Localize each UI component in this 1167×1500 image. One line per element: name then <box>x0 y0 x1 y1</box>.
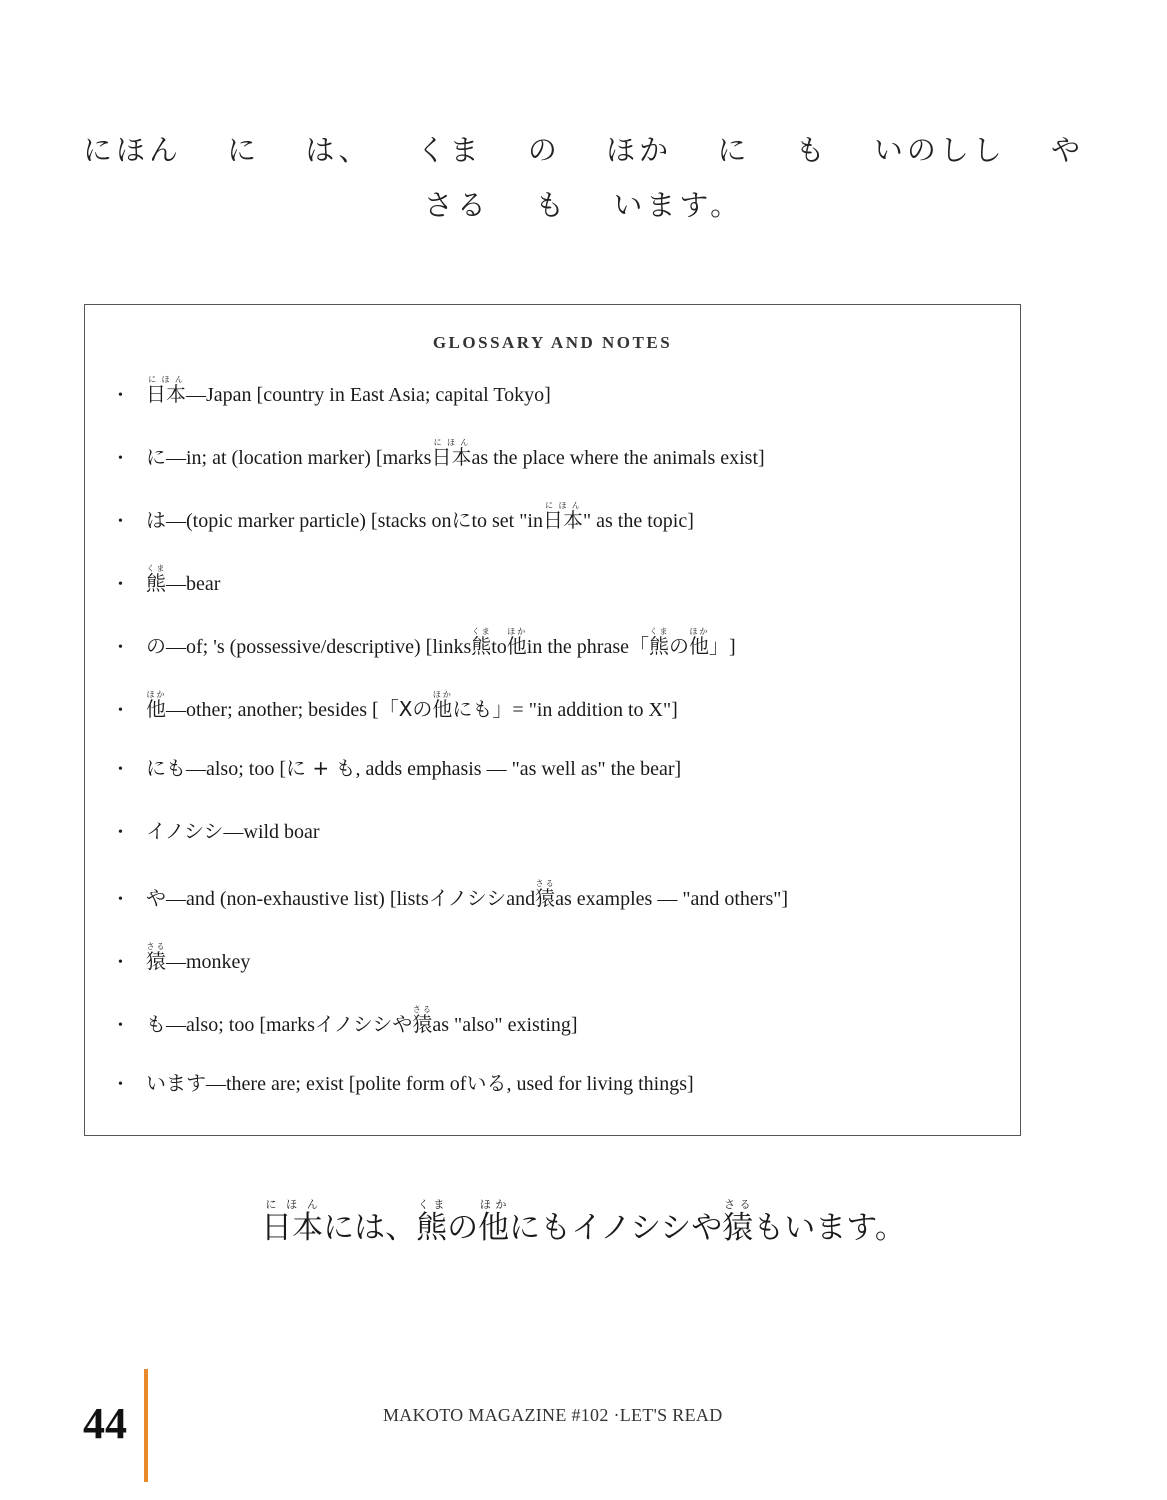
term-definition: —wild boar <box>223 821 320 843</box>
magazine-title: MAKOTO MAGAZINE #102 ·LET'S READ <box>383 1405 723 1425</box>
final-kana: には、 <box>323 1210 417 1246</box>
term-definition: —(topic marker particle) [stacks on <box>166 510 452 532</box>
inline-kana: イノシシ <box>428 886 507 910</box>
kana-word: も <box>535 188 569 222</box>
term-definition: —other; another; besides [ <box>166 699 379 721</box>
bullet: • <box>118 388 123 403</box>
term-definition: —of; 's (possessive/descriptive) [links <box>166 636 472 658</box>
inline-kana: の <box>668 634 689 658</box>
bullet: • <box>118 703 123 718</box>
final-kanji: 他ほか <box>478 1198 510 1246</box>
term-kanji: 熊くま <box>146 564 166 595</box>
inline-kanji: 猿さる <box>412 1005 433 1036</box>
glossary-item-kuma <box>118 564 220 594</box>
inline-kanji: 熊くま <box>648 627 669 658</box>
term-definition: —also; too [ <box>186 758 286 780</box>
glossary-item-nimo <box>118 753 681 783</box>
term-note: to <box>491 636 507 658</box>
kana-word: に <box>717 133 751 167</box>
term-definition: —there are; exist [polite form of <box>206 1073 467 1095</box>
term: イノシシ <box>146 819 224 843</box>
final-sentence <box>0 1198 1167 1247</box>
glossary-item-mo <box>118 1005 578 1035</box>
inline-kana: にも」 <box>452 697 513 721</box>
page-number: 44 <box>83 1399 127 1448</box>
term-note: " as the topic] <box>582 510 694 532</box>
kana-word: にほん <box>82 133 182 167</box>
final-kana: の <box>447 1210 479 1246</box>
final-kanji: 熊くま <box>416 1198 448 1246</box>
term-note: in the phrase <box>526 636 629 658</box>
inline-kanji: 猿さる <box>535 879 556 910</box>
bullet: • <box>118 451 123 466</box>
term-note: = "in addition to X"] <box>512 699 678 721</box>
final-kanji: 猿さる <box>722 1198 754 1246</box>
glossary-box <box>84 304 1021 1136</box>
kana-word: さる <box>423 188 490 222</box>
term: も <box>146 1012 166 1036</box>
term-note: to set "in <box>471 510 543 532</box>
bullet: • <box>118 762 123 777</box>
term-definition: —and (non-exhaustive list) [lists <box>166 888 429 910</box>
inline-kana: いる <box>466 1071 507 1095</box>
term: に <box>146 445 166 469</box>
kana-reading-line-1 <box>0 128 1167 169</box>
inline-kana: の <box>412 697 433 721</box>
kana-word: ほか <box>606 133 673 167</box>
inline-kanji: 熊くま <box>471 627 492 658</box>
inline-kanji: 日本にほん <box>431 438 472 469</box>
glossary-item-inoshishi <box>118 816 320 846</box>
kana-word: くま <box>416 133 483 167</box>
term: や <box>146 886 166 910</box>
bullet: • <box>118 825 123 840</box>
bullet: • <box>118 577 123 592</box>
term-note: as "also" existing] <box>432 1014 578 1036</box>
term-note: , adds emphasis — "as well as" the bear] <box>355 758 682 780</box>
kana-word: に <box>227 133 261 167</box>
final-kanji: 日本にほん <box>261 1198 324 1246</box>
bullet: • <box>118 514 123 529</box>
bullet: • <box>118 1077 123 1092</box>
bullet: • <box>118 1018 123 1033</box>
inline-kanji: 他ほか <box>432 690 453 721</box>
inline-kana: に + も <box>286 756 356 780</box>
term-note: and <box>506 888 536 910</box>
term-definition: —also; too [marks <box>166 1014 315 1036</box>
kana-word: いのしし <box>873 133 1006 167</box>
glossary-item-ni <box>118 438 765 468</box>
term-note: as the place where the animals exist] <box>471 447 765 469</box>
term-kanji: 日本にほん <box>146 375 186 406</box>
term: にも <box>146 756 186 780</box>
kana-word: や <box>1051 133 1085 167</box>
kana-word: います。 <box>613 188 744 222</box>
inline-kana: 「X <box>378 697 413 721</box>
inline-kana: に <box>451 508 472 532</box>
term-definition: —Japan [country in East Asia; capital Tokyo] <box>186 384 551 406</box>
term-note: , used for living things] <box>506 1073 694 1095</box>
inline-kana: 「 <box>628 634 649 658</box>
inline-kanji: 日本にほん <box>542 501 583 532</box>
glossary-title: GLOSSARY AND NOTES <box>432 333 673 352</box>
glossary-item-imasu <box>118 1068 694 1098</box>
bullet: • <box>118 892 123 907</box>
final-kana: にもイノシシや <box>509 1210 723 1246</box>
term: は <box>146 508 166 532</box>
inline-kana: イノシシや <box>314 1012 413 1036</box>
glossary-item-nihon <box>118 375 551 405</box>
term: います <box>146 1071 206 1095</box>
inline-kana: 」 <box>708 634 729 658</box>
inline-kanji: 他ほか <box>506 627 527 658</box>
kana-word: は、 <box>305 133 372 167</box>
glossary-item-saru <box>118 942 250 972</box>
term-definition: —bear <box>166 573 221 595</box>
glossary-item-no <box>118 627 736 657</box>
term-definition: —monkey <box>166 951 251 973</box>
kana-word: も <box>795 133 829 167</box>
term-kanji: 猿さる <box>146 942 166 973</box>
bullet: • <box>118 955 123 970</box>
kana-word: の <box>527 133 561 167</box>
term-note: as examples — "and others"] <box>555 888 789 910</box>
inline-kanji: 他ほか <box>688 627 709 658</box>
kana-reading-line-2 <box>0 183 1167 224</box>
glossary-item-ya <box>118 879 788 909</box>
bullet: • <box>118 640 123 655</box>
term-definition: —in; at (location marker) [marks <box>166 447 432 469</box>
final-kana: もいます。 <box>753 1210 906 1246</box>
footer-accent-bar <box>144 1369 148 1482</box>
term: の <box>146 634 166 658</box>
glossary-item-hoka <box>118 690 678 720</box>
glossary-item-wa <box>118 501 694 531</box>
term-kanji: 他ほか <box>146 690 166 721</box>
term-note: ] <box>728 636 736 658</box>
